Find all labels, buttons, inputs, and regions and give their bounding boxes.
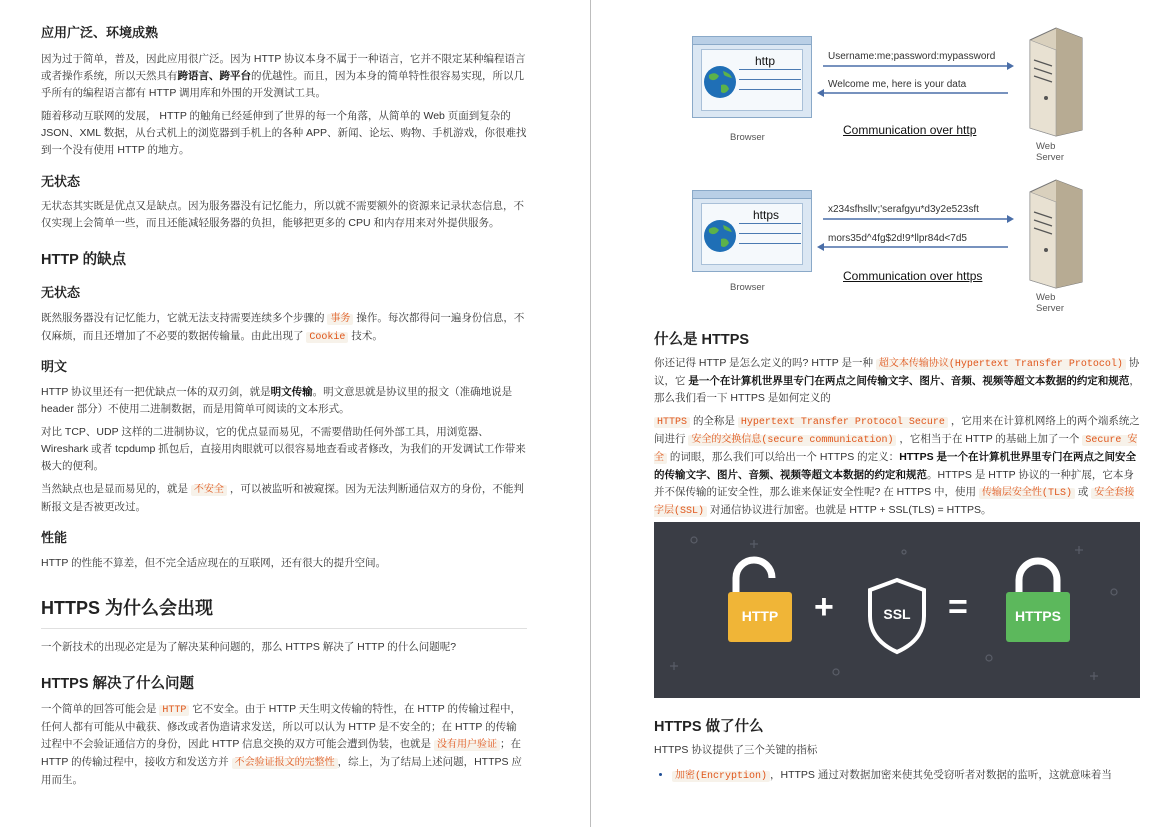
browser-window-http <box>692 36 812 118</box>
ssl-label: SSL <box>883 606 911 622</box>
heading-http-cons: HTTP 的缺点 <box>41 252 127 268</box>
para-what-https-does: HTTPS 协议提供了三个关键的指标 <box>654 744 818 756</box>
response-message-https: mors35d^4fg$2d!9*llpr84d<7d5 <box>828 233 967 244</box>
para-https-solves: 一个简单的回答可能会是 HTTP 它不安全。由于 HTTP 天生明文传输的特性，在 HTTP 的传输过程中，任何人都有可能从中截获、修改或者伪造请求发送，所以可以认为 HTTP 是不安全的；在 HTTP 的传输过程中不会验证通信方的身份，因此 HTTP 信息交换的双方可能会遭到伪装，也就是 没有用户验证 ；在 HTTP 的传输过程中，接收方和发送方并 不会验证报文的完整性 ，综上，为了结局上述问题，HTTPS 应用而生。 <box>41 703 522 786</box>
heading-what-https-does: HTTPS 做了什么 <box>654 719 764 735</box>
heading-apps: 应用广泛、环境成熟 <box>41 25 159 40</box>
para-why-https: 一个新技术的出现必定是为了解决某种问题的，那么 HTTPS 解决了 HTTP 的什么问题呢? <box>41 641 457 653</box>
request-message-http: Username:me;password:mypassword <box>828 51 996 62</box>
globe-icon <box>703 219 737 253</box>
heading-what-is-https: 什么是 HTTPS <box>654 332 750 348</box>
response-arrow-https <box>816 242 1008 252</box>
heading-https-solves: HTTPS 解决了什么问题 <box>41 676 195 692</box>
browser-label-http: Browser <box>730 132 765 143</box>
globe-icon <box>703 65 737 99</box>
heading-stateless: 无状态 <box>41 174 81 189</box>
protocol-label-https: https <box>753 208 780 222</box>
response-arrow-http <box>816 88 1008 98</box>
server-label-http: Web Server <box>1036 141 1064 163</box>
heading-why-https: HTTPS 为什么会出现 <box>41 598 214 618</box>
request-arrow-http <box>823 61 1015 71</box>
heading-performance: 性能 <box>41 530 68 545</box>
diagram-https <box>688 172 1068 314</box>
para-what-is-https-1: 你还记得 HTTP 是怎么定义的吗? HTTP 是一种 超文本传输协议(Hypertext Transfer Protocol) 协议，它 是一个在计算机世界里专门在两点之间传输文字、图片、音频、视频等超文本数据的约定和规范，那么我们看一下 HTTPS 是如何定义的 <box>654 357 1140 404</box>
para-apps-1: 因为过于简单，普及，因此应用很广泛。因为 HTTP 协议本身不属于一种语言，它并不限定某种编程语言或者操作系统，所以天然具有跨语言、跨平台的优越性。而且，因为本身的简单特性很容易实现，所以几乎所有的编程语言都有 HTTP 调用库和外围的开发测试工具。 <box>41 53 526 99</box>
equals-sign: = <box>948 588 968 626</box>
https-features-list <box>654 767 1158 785</box>
browser-label-https: Browser <box>730 282 765 293</box>
right-page <box>592 0 1162 827</box>
caption-http: Communication over http <box>843 123 977 137</box>
http-lock-label: HTTP <box>741 608 779 624</box>
para-plaintext-2: 对比 TCP、UDP 这样的二进制协议，它的优点显而易见，不需要借助任何外部工具，用浏览器、Wireshark 或者 tcpdump 抓包后，直接用肉眼就可以很容易地查看或者修改，为我们的开发调试工作带来极大的便利。 <box>41 426 526 472</box>
para-what-is-https-2: HTTPS 的全称是 Hypertext Transfer Protocol Secure ，它用来在计算机网络上的两个端系统之间进行 安全的交换信息(secure communication) ，它相当于在 HTTP 的基础上加了一个 Secure 安全 的词眼，那么我们可以给出一个 HTTPS 的定义：HTTPS 是一个在计算机世界里专门在两点之间安全的传输文字、图片、音频、视频等超文本数据的约定和规范。HTTPS 是 HTTP 协议的一种扩展，它本身并不保传输的证安全性，那么谁来保证安全性呢? 在 HTTPS 中，使用 传输层安全性(TLS) 或 安全套接字层(SSL) 对通信协议进行加密。也就是 HTTP + SSL(TLS) = HTTPS。 <box>654 415 1140 517</box>
request-arrow-https <box>823 214 1015 224</box>
page-divider <box>590 0 591 827</box>
server-icon <box>1026 178 1086 290</box>
https-lock-label: HTTPS <box>1015 608 1061 624</box>
para-apps-2: 随着移动互联网的发展， HTTP 的触角已经延伸到了世界的每一个角落，从简单的 Web 页面到复杂的 JSON、XML 数据，从台式机上的浏览器到手机上的各种 APP、新闻、论坛、购物、手机游戏，你很难找到一个没有使用 HTTP 的地方。 <box>41 110 527 156</box>
server-label-https: Web Server <box>1036 292 1064 314</box>
server-icon <box>1026 26 1086 138</box>
http-ssl-https-illustration <box>654 522 1140 698</box>
request-message-https: x234sfhsllv;'serafgyu*d3y2e523sft <box>828 204 979 215</box>
caption-https: Communication over https <box>843 269 983 283</box>
para-plaintext-3: 当然缺点也是显而易见的，就是 不安全 ，可以被监听和被窥探。因为无法判断通信双方的身份，不能判断报文是否被更改过。 <box>41 483 524 513</box>
para-stateless: 无状态其实既是优点又是缺点。因为服务器没有记忆能力，所以就不需要额外的资源来记录状态信息，不仅实现上会简单一些，而且还能减轻服务器的负担，能够把更多的 CPU 和内存用来对外提供服务。 <box>41 200 524 229</box>
closed-lock-icon <box>1003 556 1073 646</box>
heading-plaintext: 明文 <box>41 359 68 374</box>
list-item: • 加密(Encryption) ，HTTPS 通过对数据加密来使其免受窃听者对数据的监听，这就意味着当 <box>672 767 1158 785</box>
protocol-label-http: http <box>755 54 776 68</box>
plus-sign: + <box>814 588 834 626</box>
diagram-http <box>688 22 1068 163</box>
browser-window-https <box>692 190 812 272</box>
para-plaintext-1: HTTP 协议里还有一把优缺点一体的双刃剑，就是明文传输。明文意思就是协议里的报文（准确地说是 header 部分）不使用二进制数据，而是用简单可阅读的文本形式。 <box>41 386 513 415</box>
browser-address-http <box>739 54 801 97</box>
para-stateless-2: 既然服务器没有记忆能力，它就无法支持需要连续多个步骤的 事务 操作。每次都得问一遍身份信息，不仅麻烦，而且还增加了不必要的数据传输量。由此出现了 Cookie 技术。 <box>41 312 525 343</box>
browser-address-https <box>739 208 801 251</box>
heading-stateless-2: 无状态 <box>41 285 81 300</box>
heading-divider <box>41 628 527 629</box>
response-message-http: Welcome me, here is your data <box>828 79 967 90</box>
left-column <box>41 14 527 789</box>
para-performance: HTTP 的性能不算差，但不完全适应现在的互联网，还有很大的提升空间。 <box>41 557 387 569</box>
open-lock-icon <box>726 556 796 646</box>
